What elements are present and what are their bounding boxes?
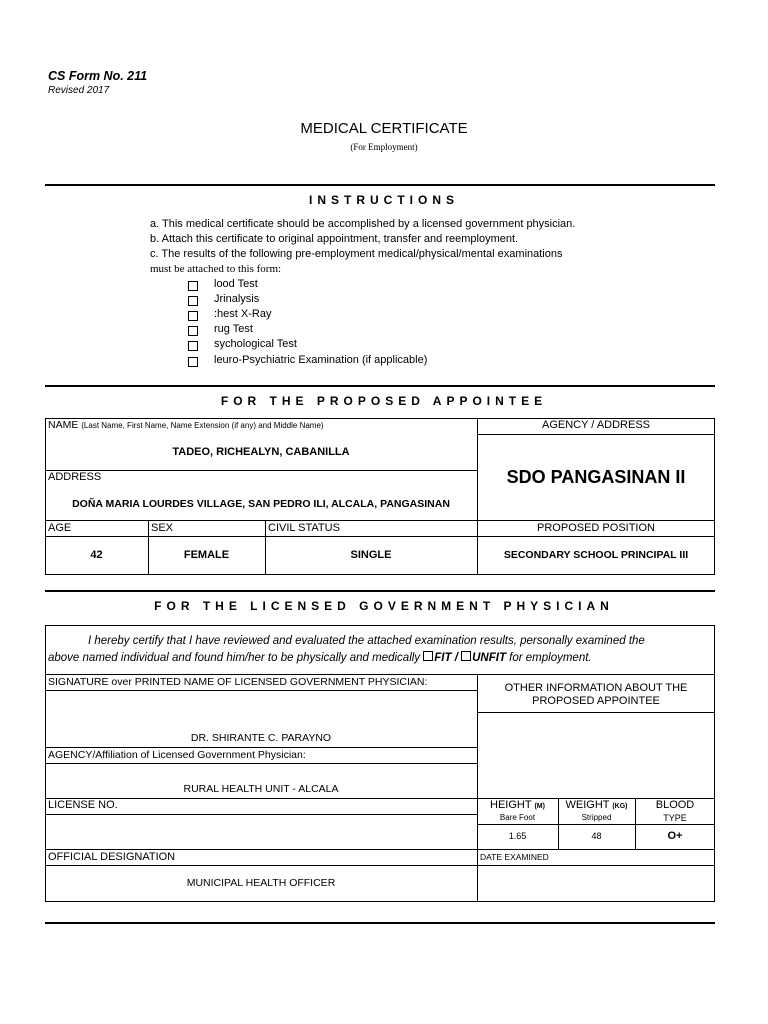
form-revision: Revised 2017 — [48, 85, 110, 96]
height-label: HEIGHT (M) — [490, 799, 545, 811]
sex-value[interactable]: FEMALE — [183, 549, 230, 561]
name-value[interactable]: TADEO, RICHEALYN, CABANILLA — [172, 446, 350, 458]
other-info-label: OTHER INFORMATION ABOUT THE PROPOSED APPOINTEE — [504, 682, 688, 707]
divider-appointee — [45, 385, 715, 387]
weight-label: WEIGHT (KG) — [565, 799, 628, 811]
agency-value[interactable]: SDO PANGASINAN II — [506, 467, 686, 487]
certification-line-1: I hereby certify that I have reviewed and evaluated the attached examination results, personally examined the — [88, 635, 645, 647]
divider-bottom — [45, 922, 715, 924]
weight-sublabel: Stripped — [581, 813, 612, 822]
name-label: NAME (Last Name, First Name, Name Extension (if any) and Middle Name) — [48, 419, 324, 431]
address-label: ADDRESS — [48, 471, 102, 483]
divider-top — [45, 184, 715, 186]
blood-type-value[interactable]: O+ — [667, 830, 683, 842]
checkbox[interactable] — [188, 281, 198, 291]
checkbox[interactable] — [188, 311, 198, 321]
instructions-heading: INSTRUCTIONS — [309, 193, 459, 207]
certification-line-2: above named individual and found him/her to be physically and medically FIT / UNFIT for employment. — [48, 652, 592, 664]
divider-physician — [45, 590, 715, 592]
agency-label: AGENCY / ADDRESS — [542, 419, 650, 431]
blood-type-label: BLOOD — [655, 799, 695, 811]
instruction-line-d: must be attached to this form: — [150, 263, 282, 275]
signature-label: SIGNATURE over PRINTED NAME OF LICENSED GOVERNMENT PHYSICIAN: — [48, 676, 428, 688]
appointee-heading: FOR THE PROPOSED APPOINTEE — [220, 394, 548, 408]
form-number: CS Form No. 211 — [48, 69, 148, 83]
age-value[interactable]: 42 — [90, 549, 103, 561]
certification-box — [45, 625, 715, 675]
checkbox[interactable] — [188, 326, 198, 336]
unfit-checkbox[interactable] — [461, 651, 471, 661]
height-value[interactable]: 1.65 — [508, 831, 527, 841]
physician-name[interactable]: DR. SHIRANTE C. PARAYNO — [190, 732, 332, 744]
physician-heading: FOR THE LICENSED GOVERNMENT PHYSICIAN — [154, 599, 614, 613]
civil-status-value[interactable]: SINGLE — [350, 549, 392, 561]
proposed-position-value[interactable]: SECONDARY SCHOOL PRINCIPAL III — [503, 549, 689, 561]
checkbox[interactable] — [188, 296, 198, 306]
checkbox[interactable] — [188, 357, 198, 367]
sex-label: SEX — [151, 522, 174, 534]
instruction-line-a: a. This medical certificate should be accomplished by a licensed government physician. — [150, 218, 576, 230]
date-examined-field[interactable] — [478, 866, 714, 901]
page-subtitle: (For Employment) — [350, 142, 418, 152]
checklist-label: leuro-Psychiatric Examination (if applicable) — [214, 354, 428, 366]
page-title: MEDICAL CERTIFICATE — [300, 120, 468, 137]
checklist-label: lood Test — [214, 278, 258, 290]
address-value[interactable]: DOÑA MARIA LOURDES VILLAGE, SAN PEDRO ILI, ALCALA, PANGASINAN — [72, 498, 450, 510]
checklist-label: :hest X-Ray — [214, 308, 272, 320]
weight-value[interactable]: 48 — [591, 831, 602, 841]
instruction-line-b: b. Attach this certificate to original appointment, transfer and reemployment. — [150, 233, 519, 245]
checkbox[interactable] — [188, 341, 198, 351]
checklist-label: rug Test — [214, 323, 253, 335]
fit-checkbox[interactable] — [423, 651, 433, 661]
proposed-position-label: PROPOSED POSITION — [537, 522, 655, 534]
designation-value[interactable]: MUNICIPAL HEALTH OFFICER — [186, 877, 336, 889]
blood-type-sublabel: TYPE — [663, 813, 687, 823]
date-examined-label: DATE EXAMINED — [480, 852, 549, 862]
instruction-line-c: c. The results of the following pre-employment medical/physical/mental examinations — [150, 248, 563, 260]
civil-status-label: CIVIL STATUS — [268, 522, 340, 534]
age-label: AGE — [48, 522, 72, 534]
checklist-label: sychological Test — [214, 338, 297, 350]
height-sublabel: Bare Foot — [499, 813, 536, 822]
affiliation-value[interactable]: RURAL HEALTH UNIT - ALCALA — [183, 783, 339, 795]
checklist-label: Jrinalysis — [214, 293, 260, 305]
license-label: LICENSE NO. — [48, 799, 118, 811]
designation-label: OFFICIAL DESIGNATION — [48, 851, 176, 863]
affiliation-label: AGENCY/Affiliation of Licensed Government Physician: — [48, 749, 306, 761]
